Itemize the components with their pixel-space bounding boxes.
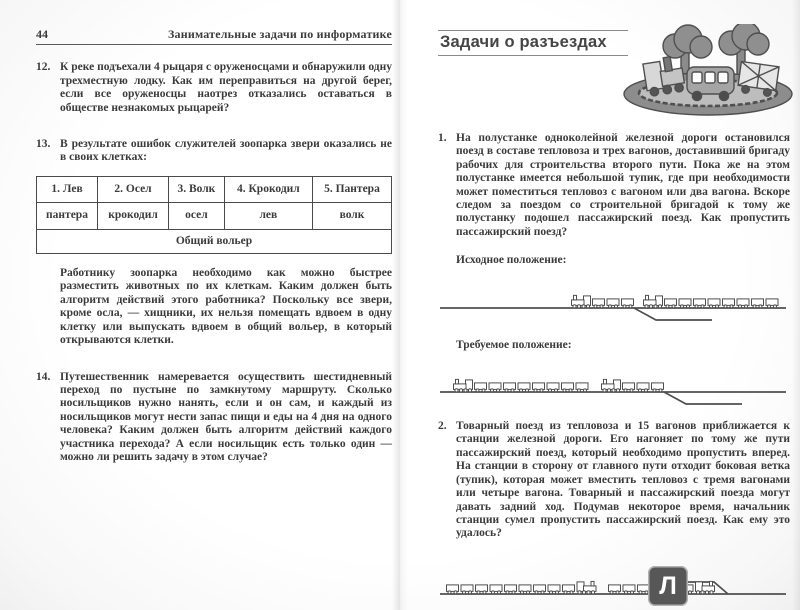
cage-header: 2. Осел — [98, 176, 169, 202]
diagram-station — [438, 554, 788, 604]
diagram-initial-position — [438, 270, 788, 324]
cage-header: 1. Лев — [37, 176, 98, 202]
watermark-letter: Л — [659, 571, 677, 600]
cage-occupant: пантера — [37, 203, 98, 229]
work-train — [572, 295, 634, 308]
passenger-train — [454, 379, 589, 392]
problem-12-text: К реке подъехали 4 рыцаря с оруженосцами и обнаружили одну трехместную лодку. Как им переправиться на другой берег, если все оруженосцы наотрез отказались оставаться в обществе незнакомых рыцарей? — [60, 61, 392, 114]
chapter-head — [438, 28, 790, 120]
problem-1-text: На полустанке одноколейной железной дороги остановился поезд в составе тепловоза и трех вагонов, доставивший бригаду рабочих для строительства второго пути. Пока же на этом полустанке имеется небольшой тупик, где при необходимости может поместиться тепловоз с вагоном или два вагона. Вскоре следом за поездом со строительной бригадой к тому же полустанку подошел пассажирский поезд. Как пропустить пассажирский поезд? — [456, 132, 790, 238]
left-page — [36, 28, 392, 464]
problem-2 — [438, 420, 790, 541]
cage-header: 4. Крокодил — [224, 176, 312, 202]
running-head-title: Занимательные задачи по информатике — [167, 27, 392, 41]
problem-14-number: 14. — [36, 370, 51, 383]
cage-occupant: осел — [169, 203, 225, 229]
chapter-title-box — [438, 28, 628, 56]
title-rule-bottom — [438, 55, 628, 56]
cage-occupant: лев — [224, 203, 312, 229]
right-page — [438, 28, 790, 604]
problem-12-number: 12. — [36, 61, 51, 74]
problem-1-number: 1. — [438, 132, 447, 144]
common-enclosure-cell: Общий вольер — [37, 229, 392, 253]
diagram-required-position — [438, 354, 788, 408]
problem-2-text: Товарный поезд из тепловоза и 15 вагонов приближается к станции железной дороги. Его нагоняет по тому же пути пассажирский поезд, который необходимо пропустить вперед. На станции в сторону от главного пути отходит боковая ветка (тупик), которая может вместить тепловоз с тремя вагонами или четыре вагона. Товарный и пассажирский поезда могут давать задний ход. Подумав некоторое время, начальник станции сумел пропустить пассажирский поезд. Как ему это удалось? — [456, 420, 790, 540]
table-header-row — [37, 176, 392, 202]
chapter-title: Задачи о разъездах — [440, 33, 607, 51]
cage-header: 5. Пантера — [312, 176, 391, 202]
problem-14 — [36, 371, 392, 465]
problem-13-text: В результате ошибок служителей зоопарка звери оказались не в своих клетках: — [60, 138, 392, 164]
problem-13 — [36, 138, 392, 165]
page-number: 44 — [36, 27, 48, 41]
diagram-initial-label: Исходное положение: — [456, 254, 567, 267]
problem-2-number: 2. — [438, 420, 447, 433]
table-footer-row — [37, 229, 392, 253]
labirint-watermark-logo — [648, 566, 688, 606]
work-train — [602, 379, 664, 392]
table-value-row — [37, 203, 392, 229]
running-head — [36, 28, 392, 45]
zoo-cages-table — [36, 176, 392, 254]
problem-13-number: 13. — [36, 138, 51, 151]
problem-1 — [438, 132, 790, 239]
book-spine-crease — [392, 0, 408, 610]
train-cartoon-illustration — [618, 24, 796, 118]
cage-occupant: волк — [312, 203, 391, 229]
passenger-train — [447, 581, 597, 594]
zoo-task-paragraph: Работнику зоопарка необходимо как можно быстрее разместить животных по их клеткам. Каким должен быть алгоритм действий этого работника? Поскольку все звери, кроме осла, — хищники, их нельзя помещать вдвоем в одну клетку или выпускать вдвоем в общий вольер, в который открываются клетки. — [60, 267, 392, 347]
passenger-train — [644, 295, 779, 308]
cage-header: 3. Волк — [169, 176, 225, 202]
problem-14-text: Путешественник намеревается осуществить шестидневный переход по пустыне по замкнутому маршруту. Сколько носильщиков нужно нанять, если и он сам, и каждый из носильщиков могут нести запас пищи и еды на 4 дня на одного человека? Каким должен быть алгоритм действий каждого участника перехода? А если носильщик есть только один — можно ли решить задачу в этом случае? — [60, 370, 392, 463]
cage-occupant: крокодил — [98, 203, 169, 229]
siding-track — [664, 392, 742, 404]
diagram-required-label: Требуемое положение: — [456, 338, 572, 351]
siding-track — [634, 308, 712, 320]
problem-12 — [36, 61, 392, 115]
